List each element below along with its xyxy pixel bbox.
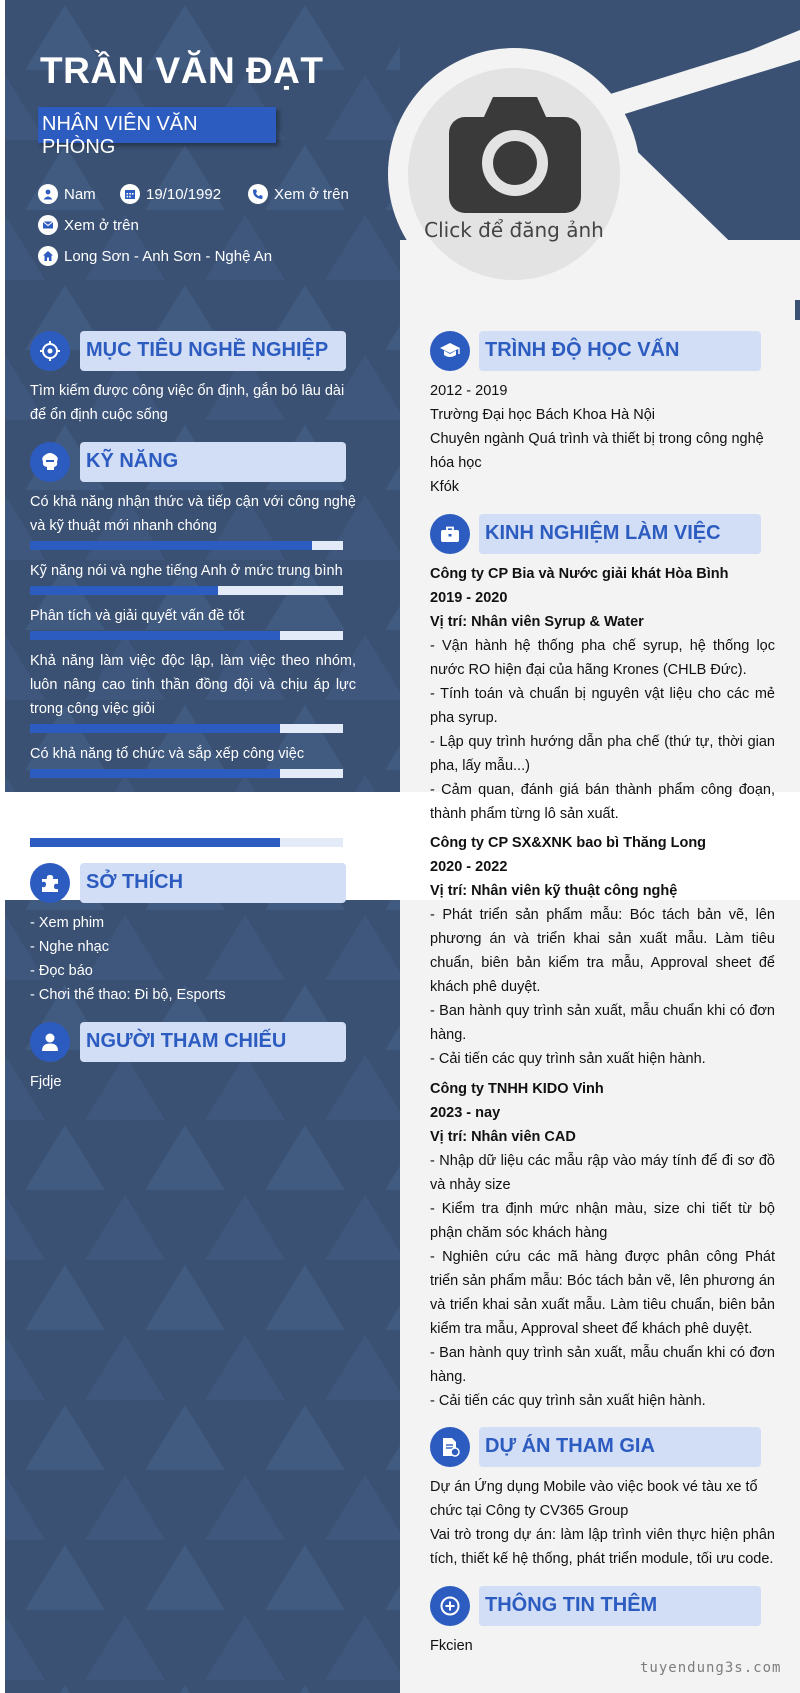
phone-icon xyxy=(248,184,268,204)
skill-level-bar xyxy=(30,586,343,595)
email-icon xyxy=(38,215,58,235)
gender-info xyxy=(38,184,96,204)
skill-level-fill xyxy=(30,724,280,733)
skills-heading: KỸ NĂNG xyxy=(80,442,346,482)
job-duty: - Cảm quan, đánh giá bán thành phẩm công đoạn, thành phẩm từng lô sản xuất. xyxy=(430,782,775,822)
person-icon xyxy=(30,1022,70,1062)
education-school: Trường Đại học Bách Khoa Hà Nội xyxy=(430,407,656,423)
skill-level-bar xyxy=(30,838,343,847)
address-value: Long Sơn - Anh Sơn - Nghệ An xyxy=(64,247,273,265)
extra-info-heading: THÔNG TIN THÊM xyxy=(479,1586,761,1626)
hobbies-heading: SỞ THÍCH xyxy=(80,863,346,903)
job-period: 2020 - 2022 xyxy=(430,859,508,875)
hobby-item: - Xem phim xyxy=(30,915,105,931)
job-position: Vị trí: Nhân viên CAD xyxy=(430,1129,576,1145)
job-position: Vị trí: Nhân viên kỹ thuật công nghệ xyxy=(430,883,678,899)
job-duty: - Phát triển sản phẩm mẫu: Bóc tách bản vẽ, lên phương án và triển khai sản xuất mẫu. Làm tiêu chuẩn, biên bản kiểm tra mẫu, Approval sheet để khách phê duyệt. xyxy=(430,907,775,995)
plus-circle-icon xyxy=(430,1586,470,1626)
job-company: Công ty TNHH KIDO Vinh xyxy=(430,1081,604,1097)
job-period: 2023 - nay xyxy=(430,1105,501,1121)
job-duty: - Cải tiến các quy trình sản xuất hiện hành. xyxy=(430,1393,706,1409)
skill-level-fill xyxy=(30,541,312,550)
project-line: Vai trò trong dự án: làm lập trình viên thực hiện phân tích, thiết kế hệ thống, phát triển module, tối ưu code. xyxy=(430,1527,775,1567)
skill-label: Khả năng làm việc độc lập, làm việc theo nhóm, luôn nâng cao tinh thần đồng đội và chịu áp lực trong công việc giỏi xyxy=(30,653,356,717)
camera-icon[interactable] xyxy=(449,97,581,213)
skill-label: Có khả năng tổ chức và sắp xếp công việc xyxy=(30,746,305,762)
skill-level-bar xyxy=(30,769,343,778)
candidate-name: TRẦN VĂN ĐẠT xyxy=(40,50,324,91)
job-company: Công ty CP Bia và Nước giải khát Hòa Bình xyxy=(430,566,729,582)
job-position: Vị trí: Nhân viên Syrup & Water xyxy=(430,614,644,630)
user-icon xyxy=(38,184,58,204)
graduation-cap-icon xyxy=(430,331,470,371)
birthday-value: 19/10/1992 xyxy=(146,185,222,203)
skill-level-fill xyxy=(30,769,280,778)
skill-label: Phân tích và giải quyết vấn đề tốt xyxy=(30,608,245,624)
project-line: Dự án Ứng dụng Mobile vào việc book vé tàu xe tổ chức tại Công ty CV365 Group xyxy=(430,1479,758,1519)
job-duty: - Lập quy trình hướng dẫn pha chế (thứ tự, thời gian pha, lấy mẫu...) xyxy=(430,734,775,774)
skill-label: Có khả năng nhận thức và tiếp cận với công nghệ và kỹ thuật mới nhanh chóng xyxy=(30,494,356,534)
job-duty: - Ban hành quy trình sản xuất, mẫu chuẩn khi có đơn hàng. xyxy=(430,1003,775,1043)
job-duty: - Cải tiến các quy trình sản xuất hiện hành. xyxy=(430,1051,706,1067)
extra-info-text: Fkcien xyxy=(430,1638,473,1654)
job-company: Công ty CP SX&XNK bao bì Thăng Long xyxy=(430,835,707,851)
job-duty: - Ban hành quy trình sản xuất, mẫu chuẩn khi có đơn hàng. xyxy=(430,1345,775,1385)
phone-info xyxy=(248,184,349,204)
skill-level-fill xyxy=(30,586,218,595)
candidate-role[interactable]: NHÂN VIÊN VĂN PHÒNG xyxy=(38,107,276,143)
calendar-icon xyxy=(120,184,140,204)
email-value: Xem ở trên xyxy=(64,216,139,234)
home-icon xyxy=(38,246,58,266)
job-duty: - Kiểm tra định mức nhận màu, size chi tiết từ bộ phận chăm sóc khách hàng xyxy=(430,1201,775,1241)
education-major: Chuyên ngành Quá trình và thiết bị trong công nghệ hóa học xyxy=(430,431,764,471)
objective-heading: MỤC TIÊU NGHỀ NGHIỆP xyxy=(80,331,346,371)
skill-level-fill xyxy=(30,838,280,847)
skill-brain-icon xyxy=(30,442,70,482)
experience-heading: KINH NGHIỆM LÀM VIỆC xyxy=(479,514,761,554)
references-heading: NGƯỜI THAM CHIẾU xyxy=(80,1022,346,1062)
project-document-icon xyxy=(430,1427,470,1467)
phone-value: Xem ở trên xyxy=(274,185,349,203)
references-text: Fjdje xyxy=(30,1074,62,1090)
birthday-info xyxy=(120,184,221,204)
puzzle-icon xyxy=(30,863,70,903)
education-period: 2012 - 2019 xyxy=(430,383,508,399)
skill-label: Kỹ năng nói và nghe tiếng Anh ở mức trung bình xyxy=(30,563,343,579)
job-duty: - Nhập dữ liệu các mẫu rập vào máy tính để đi sơ đồ và nhảy size xyxy=(430,1153,775,1193)
job-duty: - Nghiên cứu các mã hàng được phân công Phát triển sản phẩm mẫu: Bóc tách bản vẽ, lên phương án và triển khai sản xuất mẫu. Làm tiêu chuẩn, biên bản kiểm tra mẫu, Approval sheet để khách phê duyệt. xyxy=(430,1249,775,1337)
skill-level-bar xyxy=(30,541,343,550)
hobby-item: - Đọc báo xyxy=(30,963,93,979)
watermark: tuyendung3s.com xyxy=(640,1660,782,1676)
target-icon xyxy=(30,331,70,371)
skill-level-bar xyxy=(30,631,343,640)
job-duty: - Tính toán và chuẩn bị nguyên vật liệu cho các mẻ pha syrup. xyxy=(430,686,775,726)
gender-value: Nam xyxy=(64,185,96,203)
hobby-item: - Chơi thể thao: Đi bộ, Esports xyxy=(30,987,226,1003)
projects-heading: DỰ ÁN THAM GIA xyxy=(479,1427,761,1467)
email-info xyxy=(38,215,139,235)
address-info xyxy=(38,246,272,266)
job-duty: - Vận hành hệ thống pha chế syrup, hệ thống lọc nước RO hiện đại của hãng Krones (CHLB Đức). xyxy=(430,638,775,678)
job-period: 2019 - 2020 xyxy=(430,590,508,606)
objective-text: Tìm kiếm được công việc ổn định, gắn bó lâu dài để ổn định cuộc sống xyxy=(30,383,345,423)
photo-upload-hint[interactable]: Click để đăng ảnh xyxy=(424,218,604,242)
education-note: Kfók xyxy=(430,479,460,495)
briefcase-icon xyxy=(430,514,470,554)
hobby-item: - Nghe nhạc xyxy=(30,939,109,955)
education-heading: TRÌNH ĐỘ HỌC VẤN xyxy=(479,331,761,371)
skill-level-fill xyxy=(30,631,280,640)
skill-level-bar xyxy=(30,724,343,733)
